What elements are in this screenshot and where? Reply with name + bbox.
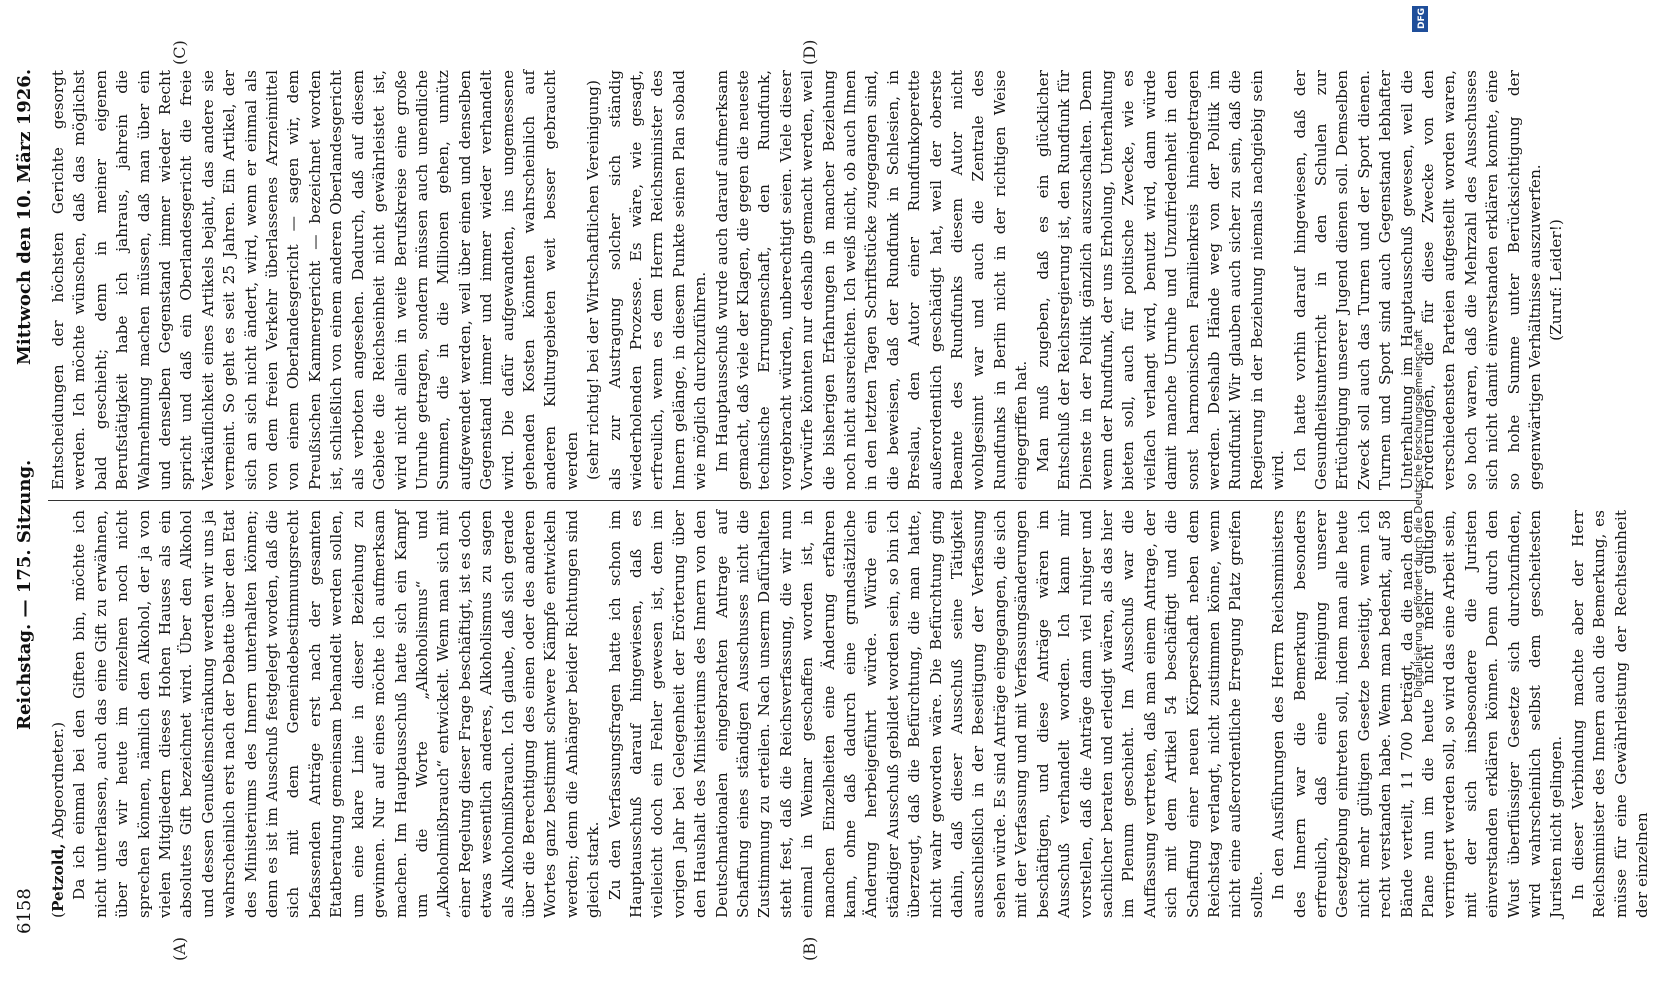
margin-mark-a: (A) — [170, 936, 189, 961]
header-left: Reichstag. — 175. Sitzung. — [14, 459, 35, 730]
interjection: (Zuruf: Leider!) — [1547, 219, 1566, 341]
left-paragraph: Da ich einmal bei den Giften bin, möchte ich nicht unterlassen, auch das eine Gift zu erwähnen, über das wir heute im einzelnen noch nicht sprechen können, nämlich den Alkohol, der ja von vielen Mitgliedern dieses Hohen Hauses als ein absolutes Gift bezeichnet wird. Über den Alkohol und dessen Genußeinschränkung werden wir uns ja wahrscheinlich erst nach der Debatte über den Etat des Ministeriums des Innern unterhalten können; denn es ist im Ausschuß festgelegt worden, daß die sich mit dem Gemeindebestimmungsrecht befassenden Anträge erst nach der gesamten Etatberatung gemeinsam behandelt werden sollen, um eine klare Linie in dieser Beziehung zu gewinnen. Nur auf eines möchte ich aufmerksam machen. Im Hauptausschuß hatte sich ein Kampf um die Worte „Alkoholismus“ und „Alkoholmißbrauch“ entwickelt. Wenn man sich mit einer Regelung dieser Frage beschäftigt, ist es doch etwas wesentlich anderes, Alkoholismus zu sagen als Alkoholmißbrauch. Ich glaube, daß sich gerade über die Berechtigung des einen oder des anderen Wortes ganz bestimmt schwere Kämpfe entwickeln werden; denn die Anhänger beider Richtungen sind gleich stark. — [70, 510, 603, 918]
interjection: (sehr richtig! bei der Wirtschaftlichen Vereinigung) — [584, 80, 603, 480]
left-paragraph: In dieser Verbindung machte aber der Herr Reichsminister des Innern auch die Bemerkung, es müsse für eine Gewährleistung der Rechtseinheit der einzelnen — [1568, 510, 1652, 918]
left-paragraph: Zu den Verfassungsfragen hatte ich schon im Hauptausschuß darauf hingewiesen, daß es vielleicht doch ein Fehler gewesen ist, dem im vorigen Jahr bei Gelegenheit der Erörterung über den Haushalt des Ministeriums des Innern von den Deutschnationalen eingebrachten Antrage auf Schaffung eines ständigen Ausschusses nicht die Zustimmung zu erteilen. Nach unserm Dafürhalten steht fest, daß die Reichsverfassung, die wir nun einmal in Weimar geschaffen worden ist, in manchen Einzelheiten eine Änderung erfahren kann, ohne daß dadurch eine grundsätzliche Änderung herbeigeführt würde. Würde ein ständiger Ausschuß gebildet worden sein, so bin ich überzeugt, daß die Befürchtung, die man hatte, nicht wahr geworden wäre. Die Befürchtung ging dahin, daß dieser Ausschuß seine Tätigkeit ausschließlich in der Beseitigung der Verfassung sehen würde. Es sind Anträge eingegangen, die sich mit der Verfassung und mit Verfassungsänderungen beschäftigen, und diese Anträge wären im Ausschuß verhandelt worden. Ich kann mir vorstellen, daß die Anträge dann viel ruhiger und sachlicher beraten und erledigt wären, als das hier im Plenum geschieht. Im Ausschuß war die Auffassung vertreten, daß man einem Antrage, der sich mit dem Artikel 54 beschäftigt und die Schaffung einer neuen Körperschaft neben dem Reichstag verlangt, nicht zustimmen könne, wenn nicht eine außerordentliche Erregung Platz greifen sollte. — [605, 510, 1266, 918]
column-divider — [48, 500, 1418, 501]
header-right: Mittwoch den 10. März 1926. — [14, 68, 35, 365]
dfg-credit-text: Digitalisierung gefördert durch die Deutsche Forschungsgemeinschaft — [1413, 329, 1425, 698]
right-column — [48, 70, 1566, 490]
right-paragraph: Man muß zugeben, daß es ein glücklicher Entschluß der Reichsregierung ist, den Rundfunk für Dienste in der Politik gänzlich auszuschalten. Denn wenn der Rundfunk, der uns Erholung, Unterhaltung bieten soll, auch für politische Zwecke, wie es vielfach verlangt wird, benutzt wird, dann würde damit manche Unruhe und Unzufriedenheit in den sonst harmonischen Familienkreis hineingetragen werden. Deshalb Hände weg von der Politik im Rundfunk! Wir glauben auch sicher zu sein, daß die Regierung in der Beziehung niemals nachgiebig sein wird. — [1033, 70, 1288, 490]
margin-mark-d: (D) — [800, 39, 819, 65]
page-number: 6158 — [14, 888, 35, 934]
speaker-line: (Petzold, Abgeordneter.) — [49, 721, 67, 918]
speaker-name: Petzold, — [49, 843, 67, 913]
right-paragraph: als zur Austragung solcher sich ständig wiederholenden Prozesse. Es wäre, wie gesagt, erfreulich, wenn es dem Herrn Reichsminister des Innern gelänge, in diesem Punkte seinen Plan sobald wie möglich durchzuführen. — [605, 70, 710, 490]
right-paragraph: Im Hauptausschuß wurde auch darauf aufmerksam gemacht, daß viele der Klagen, die gegen die neueste technische Errungenschaft, den Rundfunk, vorgebracht würden, unberechtigt seien. Viele dieser Vorwürfe könnten nur deshalb gemacht werden, weil die bisherigen Erfahrungen in mancher Beziehung noch nicht ausreichten. Ich weiß nicht, ob auch Ihnen in den letzten Tagen Schriftstücke zugegangen sind, die beweisen, daß der Rundfunk in Schlesien, in Breslau, den Autor einer Rundfunkoperette außerordentlich geschädigt hat, weil der oberste Beamte des Rundfunks diesem Autor nicht wohlgesinnt war und auch die Zentrale des Rundfunks in Berlin nicht in der richtigen Weise eingegriffen hat. — [712, 70, 1031, 490]
right-paragraph: Entscheidungen der höchsten Gerichte gesorgt werden. Ich möchte wünschen, daß das möglichst bald geschieht; denn in meiner eigenen Berufstätigkeit habe ich jahraus, jahrein die Wahrnehmung machen müssen, daß man über ein und denselben Gegenstand immer wieder Recht spricht und daß ein Oberlandesgericht die freie Verkäuflichkeit eines Artikels bejaht, das andere sie verneint. So geht es seit 25 Jahren. Ein Artikel, der sich an sich nicht ändert, wird, wenn er einmal als von dem freien Verkehr überlassenes Arzneimittel von einem Oberlandesgericht — sagen wir, dem Preußischen Kammergericht — bezeichnet worden ist, schließlich von einem anderen Oberlandesgericht als verboten angesehen. Dadurch, daß auf diesem Gebiete die Reichseinheit nicht gewährleistet ist, wird nicht allein in weite Berufskreise eine große Unruhe getragen, sondern müssen auch unendliche Summen, die in die Millionen gehen, unnütz aufgewendet werden, weil über einen und denselben Gegenstand immer und immer wieder verhandelt wird. Die dafür aufgewandten, ins ungemessene gehenden Kosten könnten wahrscheinlich auf anderen Kulturgebieten weit besser gebraucht werden — [49, 70, 581, 490]
margin-mark-b: (B) — [800, 936, 819, 961]
right-paragraph: Ich hatte vorhin darauf hingewiesen, daß der Gesundheitsunterricht in den Schulen zur Ertüchtigung unserer Jugend dienen soll. Demselben Zweck soll auch das Turnen und der Sport dienen. Turnen und Sport sind auch Gegenstand lebhafter Unterhaltung im Hauptausschuß gewesen, weil die Forderungen, die für diese Zwecke von den verschiedensten Parteien aufgestellt worden waren, so hoch waren, daß die Mehrzahl des Ausschusses sich nicht damit einverstanden erklären konnte, eine so hohe Summe unter Berücksichtigung der gegenwärtigen Verhältnisse auszuwerfen. — [1290, 70, 1545, 490]
left-paragraph: In den Ausführungen des Herrn Reichsministers des Innern war die Bemerkung besonders erfreulich, daß eine Reinigung unserer Gesetzgebung eintreten soll, indem man alle heute nicht mehr gültigen Gesetze beseitigt, wenn ich recht verstanden habe. Wenn man bedenkt, auf 58 Bände verteilt, 11 700 beträgt, da die nach dem Plane nun im die heute nicht mehr gültigen verringert werden soll, so wird das eine Arbeit sein, mit der sich insbesondere die Juristen einverstanden erklären können. Denn durch den Wust überflüssiger Gesetze sich durchzufinden, wird wahrscheinlich selbst dem gescheitesten Juristen nicht gelingen. — [1269, 510, 1566, 918]
dfg-logo-text: DFG — [1417, 7, 1427, 29]
speaker-role: Abgeordneter. — [49, 727, 67, 839]
dfg-credit — [1409, 8, 1429, 698]
margin-mark-c: (C) — [170, 40, 189, 65]
